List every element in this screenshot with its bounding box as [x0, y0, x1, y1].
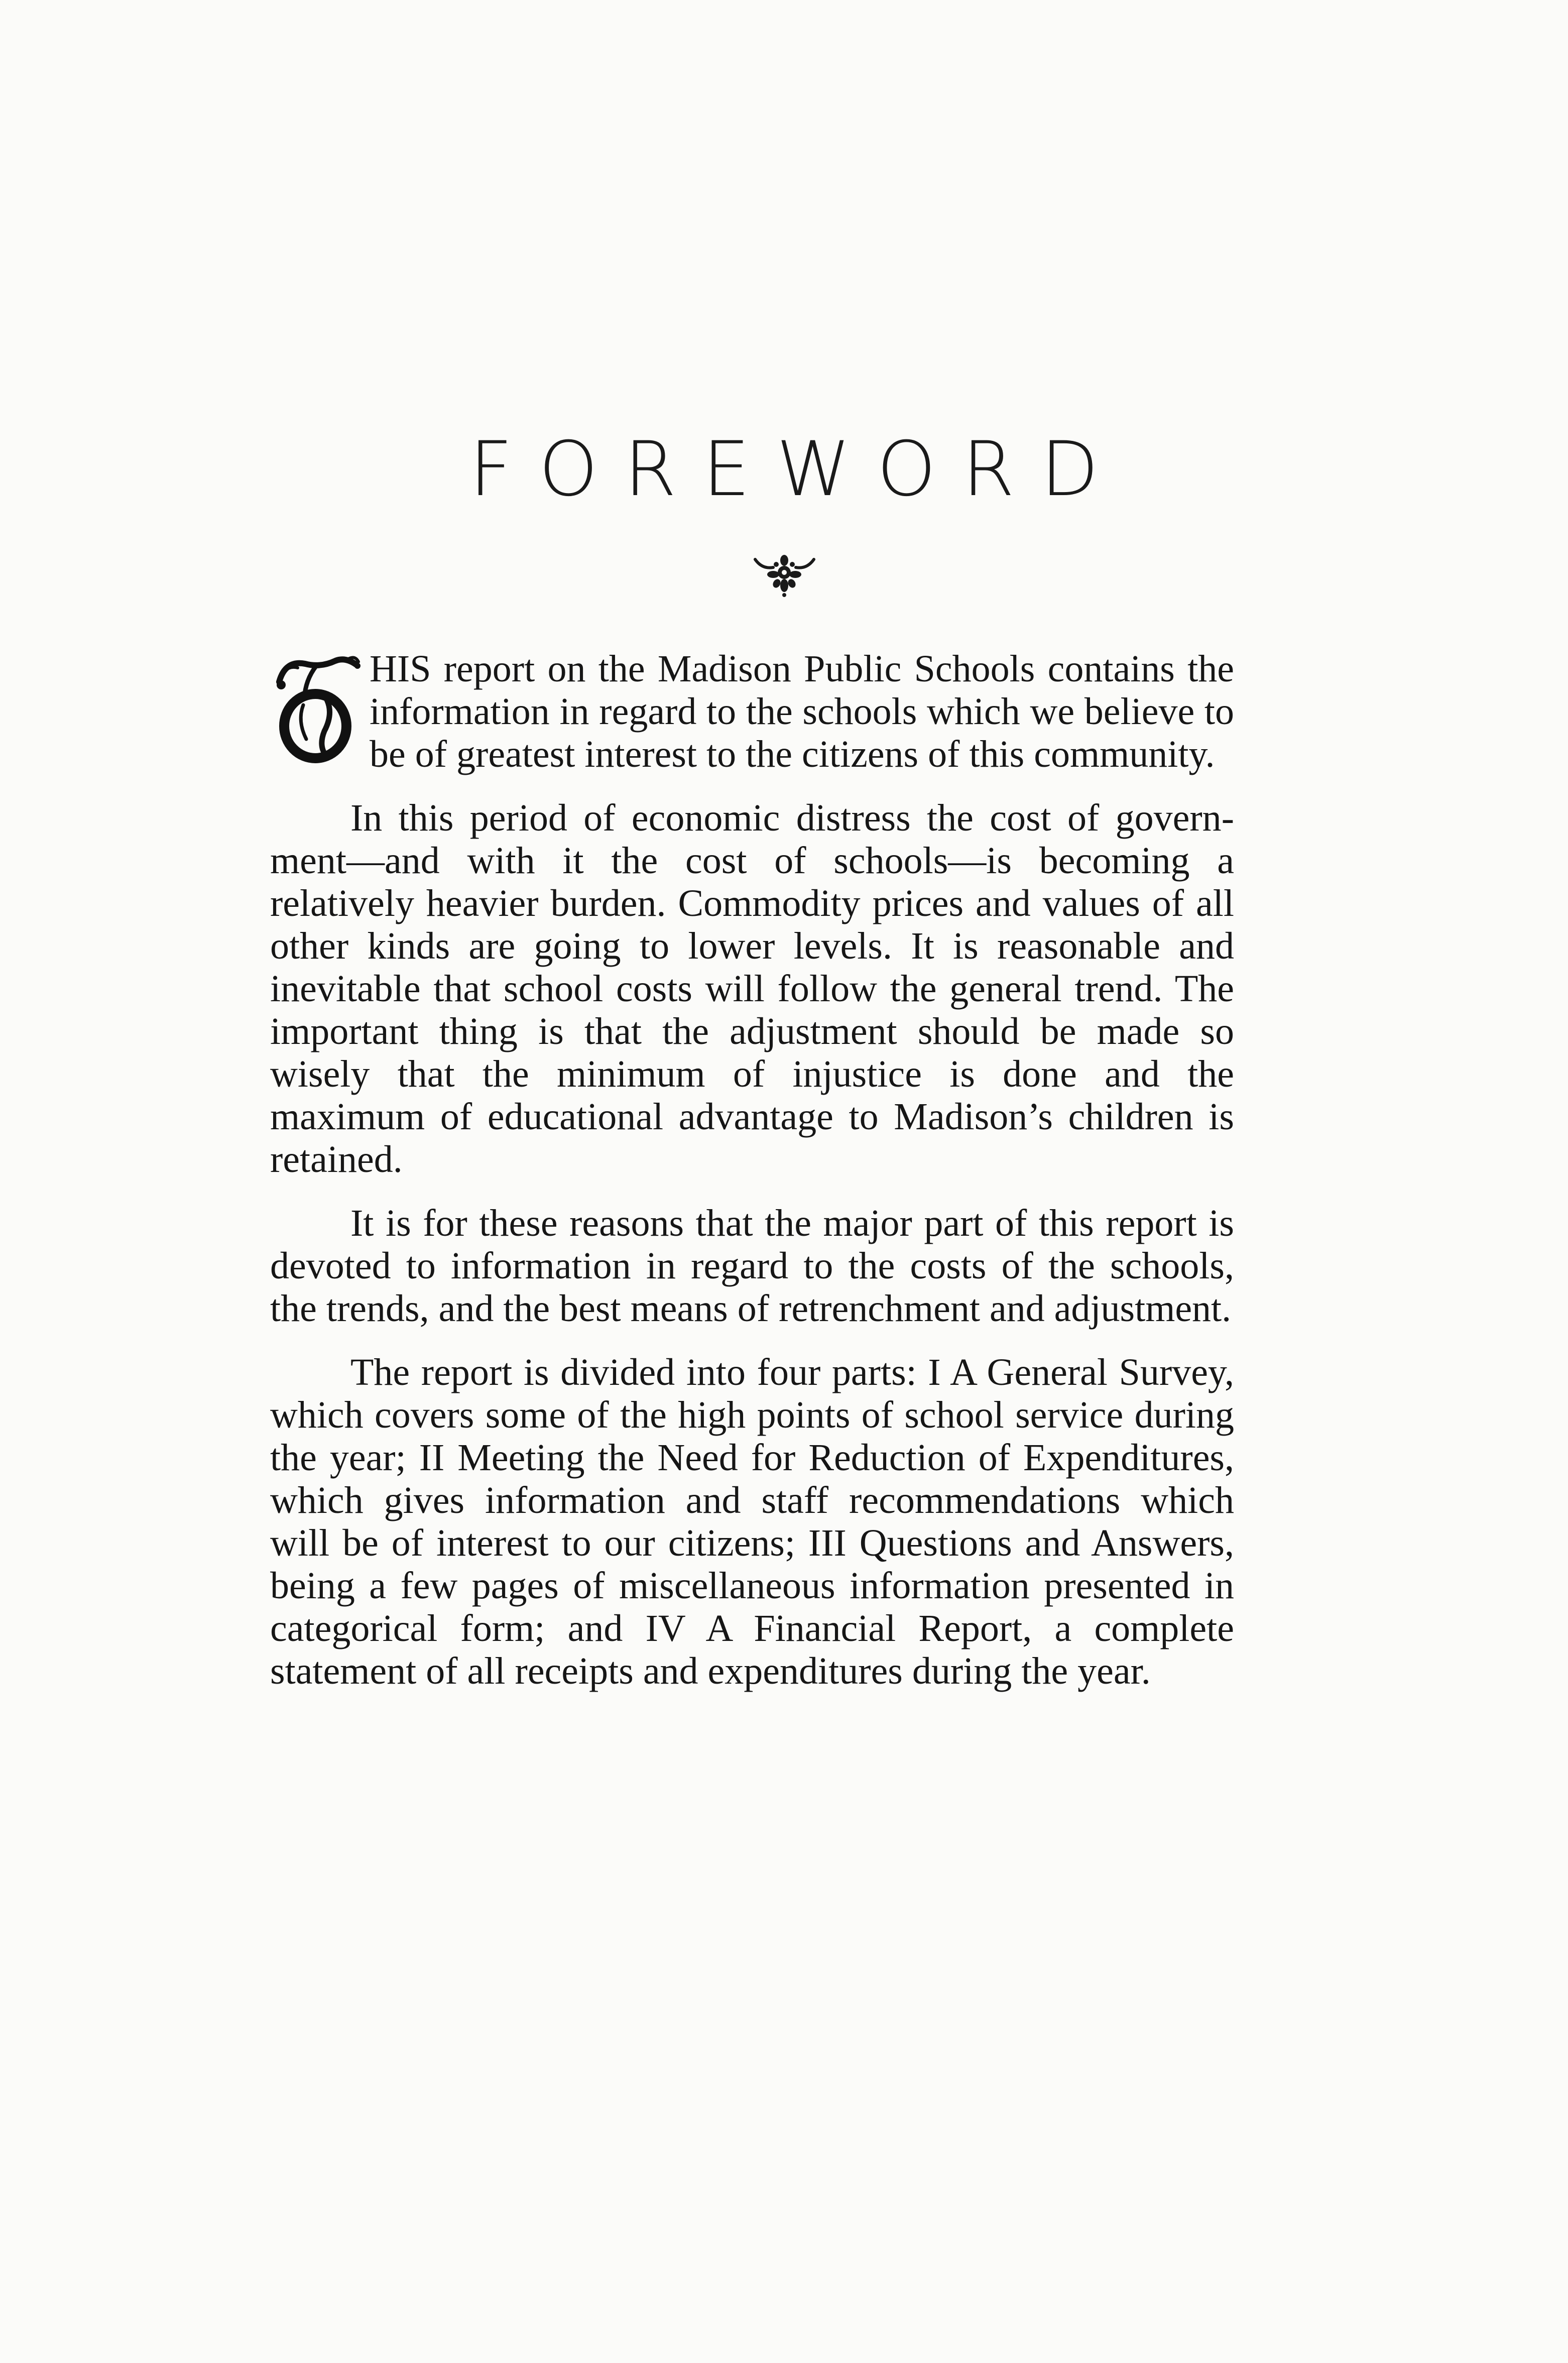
paragraph-4: The report is divided into four parts: I A General Survey, which covers some of the high points of school service during the year; II Meeting the Need for Reduction of Expenditures, which gives information and staff recommendations which will be of interest to our citizens; III Questions and Answers, being a few pages of miscellaneous information presented in categorical form; and IV A Financial Report, a complete statement of all receipts and expenditures during the year. — [270, 1351, 1234, 1692]
paragraph-1 — [270, 648, 1234, 776]
foreword-body — [270, 648, 1234, 1714]
paragraph-2: In this period of economic distress the cost of government—and with it the cost of schools—is becoming a relatively heavier burden. Commodity prices and values of all other kinds are going to lower levels. It is reasonable and inevitable that school costs will follow the general trend. The important thing is that the adjustment should be made so wisely that the minimum of injustice is done and the maximum of educational advantage to Madison’s children is retained. — [270, 797, 1234, 1180]
paragraph-1-text: HIS report on the Madison Public Schools contains the information in regard to the schools which we believe to be of greatest interest to the citizens of this community. — [370, 648, 1234, 775]
paragraph-3: It is for these reasons that the major part of this report is devoted to information in regard to the costs of the schools, the trends, and the best means of retrenchment and adjustment. — [270, 1202, 1234, 1330]
decorative-drop-cap-t-icon — [270, 651, 360, 767]
page-title: FOREWORD — [469, 426, 1125, 513]
floral-ornament-icon — [753, 552, 816, 598]
